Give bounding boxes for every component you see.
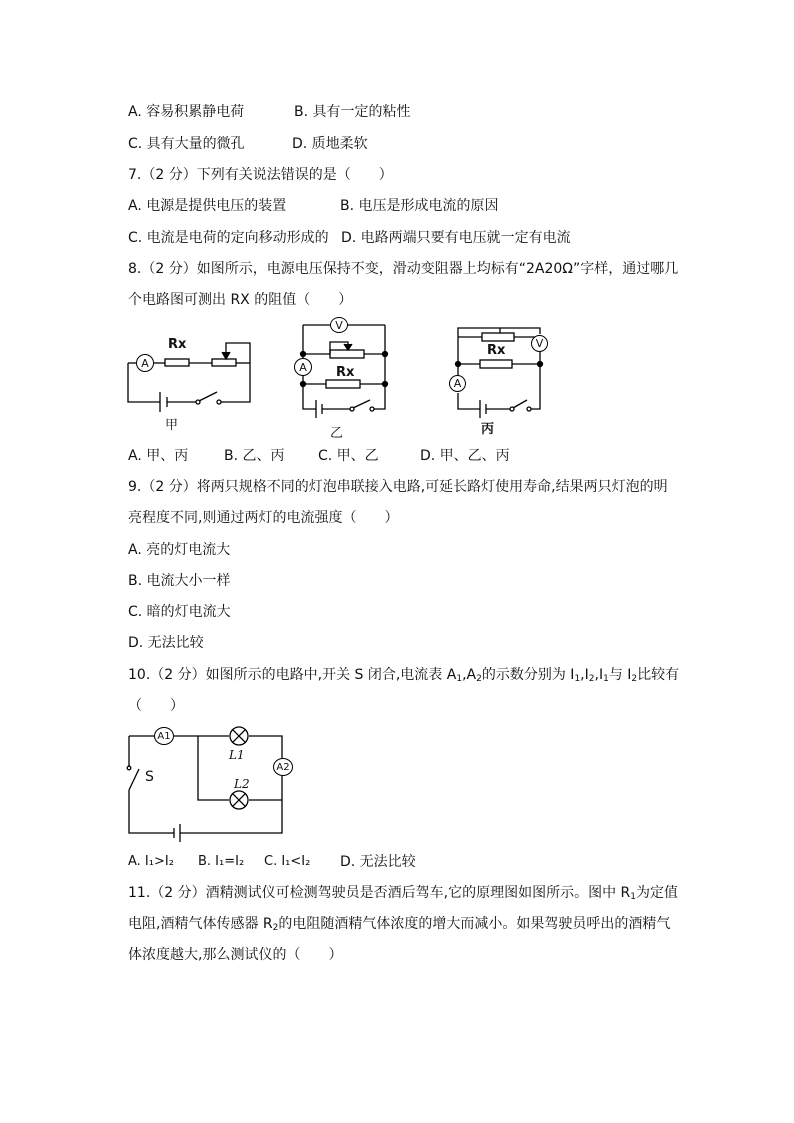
q8-option-a: A. 甲、丙 bbox=[128, 448, 189, 464]
q8-fig-c-caption: 丙 bbox=[481, 422, 495, 437]
q10-stem-line2: （ ） bbox=[128, 698, 184, 714]
q8-stem-line2: 个电路图可测出 RX 的阻值（ ） bbox=[128, 292, 353, 308]
q8-fig-b-rx-label: Rx bbox=[336, 365, 355, 380]
q10-ammeter-a2-icon: A2 bbox=[273, 758, 293, 776]
q9-stem-line1: 9.（2 分）将两只规格不同的灯泡串联接入电路,可延长路灯使用寿命,结果两只灯泡的明 bbox=[128, 479, 668, 495]
q8-fig-b-ammeter-icon: A bbox=[294, 358, 312, 376]
q7-option-a: A. 电源是提供电压的装置 bbox=[128, 198, 287, 214]
q8-fig-a-rx-label: Rx bbox=[168, 337, 187, 352]
q8-fig-a-ammeter-icon: A bbox=[136, 354, 154, 372]
q10-switch-s-label: S bbox=[145, 769, 154, 785]
q8-fig-b-voltmeter-icon: V bbox=[330, 317, 348, 333]
q7-option-c: C. 电流是电荷的定向移动形成的 bbox=[128, 230, 329, 246]
q6-option-b: B. 具有一定的粘性 bbox=[294, 104, 411, 120]
q9-option-d: D. 无法比较 bbox=[128, 635, 204, 651]
q10-option-b: B. I₁=I₂ bbox=[198, 854, 245, 869]
q11-stem-line3: 体浓度越大,那么测试仪的（ ） bbox=[128, 947, 343, 963]
q8-fig-c-rx-label: Rx bbox=[487, 343, 506, 358]
q6-option-d: D. 质地柔软 bbox=[292, 136, 368, 152]
q11-stem-line1: 11.（2 分）酒精测试仪可检测驾驶员是否酒后驾车,它的原理图如图所示。图中 $R_1$为定值 bbox=[128, 885, 678, 902]
q7-option-d: D. 电路两端只要有电压就一定有电流 bbox=[341, 230, 571, 246]
q10-option-c: C. I₁<I₂ bbox=[264, 854, 311, 869]
q6-option-c: C. 具有大量的微孔 bbox=[128, 136, 245, 152]
q8-option-c: C. 甲、乙 bbox=[318, 448, 379, 464]
q7-option-b: B. 电压是形成电流的原因 bbox=[340, 198, 499, 214]
q8-option-d: D. 甲、乙、丙 bbox=[420, 448, 510, 464]
q10-stem-line1: 10.（2 分）如图所示的电路中,开关 S 闭合,电流表 $A_1,A_2$的示数分别为 $I_1,I_2,I_1$与 $I_2$比较有 bbox=[128, 667, 680, 684]
q8-fig-c-ammeter-icon: A bbox=[449, 375, 466, 392]
q9-stem-line2: 亮程度不同,则通过两灯的电流强度（ ） bbox=[128, 510, 399, 526]
q8-stem-line1: 8.（2 分）如图所示，电源电压保持不变，滑动变阻器上均标有“2A20Ω”字样，通过哪几 bbox=[128, 261, 679, 277]
q10-lamp-l1-label: L1 bbox=[229, 748, 245, 762]
q6-option-a: A. 容易积累静电荷 bbox=[128, 104, 245, 120]
q10-option-a: A. I₁>I₂ bbox=[128, 854, 174, 869]
q8-fig-a-caption: 甲 bbox=[165, 418, 179, 433]
q7-stem: 7.（2 分）下列有关说法错误的是（ ） bbox=[128, 167, 393, 183]
q8-fig-b-caption: 乙 bbox=[330, 426, 344, 441]
q10-lamp-l2-label: L2 bbox=[234, 777, 250, 791]
q10-ammeter-a1-icon: A1 bbox=[154, 727, 174, 745]
q9-option-b: B. 电流大小一样 bbox=[128, 573, 231, 589]
q8-fig-c-voltmeter-icon: V bbox=[531, 335, 548, 352]
q8-option-b: B. 乙、丙 bbox=[224, 448, 285, 464]
q11-stem-line2: 电阻,酒精气体传感器 $R_2$的电阻随酒精气体浓度的增大而减小。如果驾驶员呼出的酒精气 bbox=[128, 916, 671, 933]
q9-option-c: C. 暗的灯电流大 bbox=[128, 604, 231, 620]
q10-option-d: D. 无法比较 bbox=[340, 854, 416, 870]
q9-option-a: A. 亮的灯电流大 bbox=[128, 542, 231, 558]
